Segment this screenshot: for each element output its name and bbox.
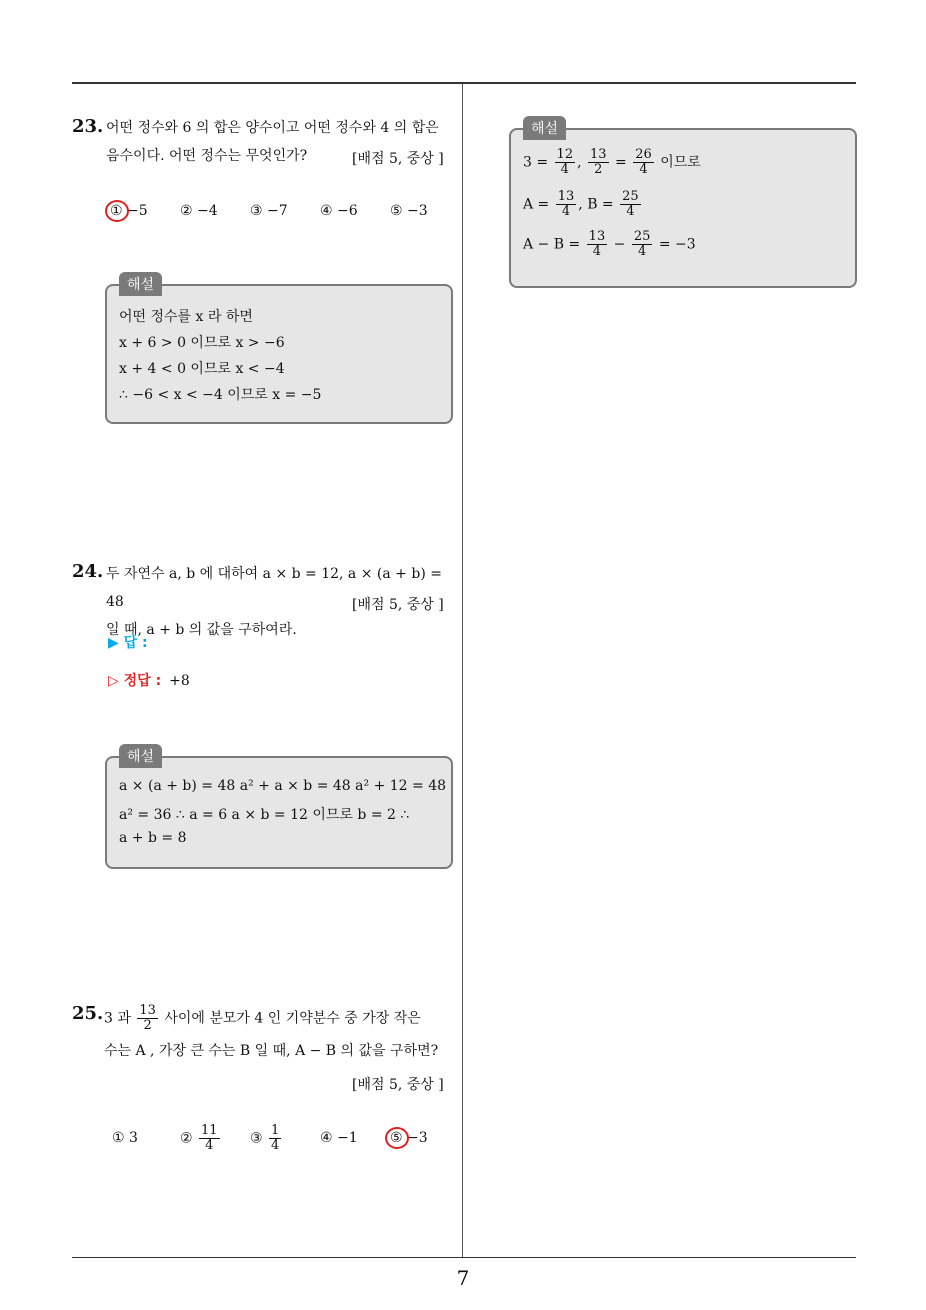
question-meta: [배점 5, 중상 ] xyxy=(352,597,444,613)
question-number: 23. xyxy=(72,116,104,137)
choice-2[interactable]: ② −4 xyxy=(180,203,218,219)
solution-line: a² = 36 ∴ a = 6 a × b = 12 이므로 b = 2 ∴ xyxy=(119,807,410,823)
question-line-2: 일 때, a + b 의 값을 구하여라. xyxy=(106,622,297,638)
solution-line: A = $\frac{13}{4}$ , B = $\frac{25}{4}$ xyxy=(523,189,639,219)
selected-mark-icon xyxy=(385,1127,409,1149)
answer-label: ▶ 답 : xyxy=(108,635,148,651)
choice-5[interactable]: ⑤ −3 xyxy=(390,203,428,219)
question-line-1: 3 과 $\frac{13}{2}$ 사이에 분모가 4 인 기약분수 중 가장 작은 xyxy=(104,1003,421,1033)
solution-tab: 해설 xyxy=(523,116,566,140)
choice-2[interactable]: ② $\frac{11}{4}$ xyxy=(180,1123,218,1153)
top-rule xyxy=(72,82,856,84)
solution-box xyxy=(105,749,453,869)
question-line-2: 음수이다. 어떤 정수는 무엇인가? xyxy=(106,148,308,164)
solution-line: x + 4 < 0 이므로 x < −4 xyxy=(119,361,285,377)
choice-3[interactable]: ③ −7 xyxy=(250,203,288,219)
solution-box xyxy=(105,277,453,424)
solution-tab: 해설 xyxy=(119,272,162,296)
answer-field[interactable] xyxy=(108,632,148,652)
solution-line: A − B = $\frac{13}{4}$ − $\frac{25}{4}$ = −3 xyxy=(523,229,696,259)
solution-line: a × (a + b) = 48 a² + a × b = 48 a² + 12 = 48 xyxy=(119,778,447,794)
choice-4[interactable]: ④ −1 xyxy=(320,1130,358,1146)
solution-line: ∴ −6 < x < −4 이므로 x = −5 xyxy=(119,387,322,403)
choice-4[interactable]: ④ −6 xyxy=(320,203,358,219)
correct-answer xyxy=(108,670,190,690)
solution-line: 어떤 정수를 x 라 하면 xyxy=(119,309,253,325)
correct-answer-value: +8 xyxy=(169,673,190,689)
question-meta: [배점 5, 중상 ] xyxy=(352,1077,444,1093)
question-text xyxy=(104,1004,460,1065)
question-number: 25. xyxy=(72,1003,104,1024)
question-meta: [배점 5, 중상 ] xyxy=(352,151,444,167)
correct-answer-label: ▷ 정답 : xyxy=(108,673,162,689)
page-number: 7 xyxy=(456,1266,470,1290)
column-divider xyxy=(462,84,463,1257)
choice-1[interactable]: ① −5 xyxy=(110,203,148,219)
question-line-1: 어떤 정수와 6 의 합은 양수이고 어떤 정수와 4 의 합은 xyxy=(106,120,439,136)
question-number: 24. xyxy=(72,561,104,582)
solution-box xyxy=(509,121,857,288)
question-line-2: 수는 A , 가장 큰 수는 B 일 때, A − B 의 값을 구하면? xyxy=(104,1043,439,1059)
fraction: $\frac{13}{2}$ xyxy=(139,1003,156,1033)
solution-tab: 해설 xyxy=(119,744,162,768)
choice-3[interactable]: ③ $\frac{1}{4}$ xyxy=(250,1123,280,1153)
choice-5[interactable]: ⑤ −3 xyxy=(390,1130,428,1146)
selected-mark-icon xyxy=(105,200,129,222)
question-line-1: 두 자연수 a, b 에 대하여 a × b = 12, a × (a + b) = 48 xyxy=(106,566,442,610)
solution-line: a + b = 8 xyxy=(119,830,187,846)
solution-line: x + 6 > 0 이므로 x > −6 xyxy=(119,335,285,351)
bottom-rule xyxy=(72,1257,856,1258)
choice-1[interactable]: ① 3 xyxy=(112,1130,138,1146)
solution-line: 3 = $\frac{12}{4}$ , $\frac{13}{2}$ = $\frac{26}{4}$ 이므로 xyxy=(523,147,701,177)
